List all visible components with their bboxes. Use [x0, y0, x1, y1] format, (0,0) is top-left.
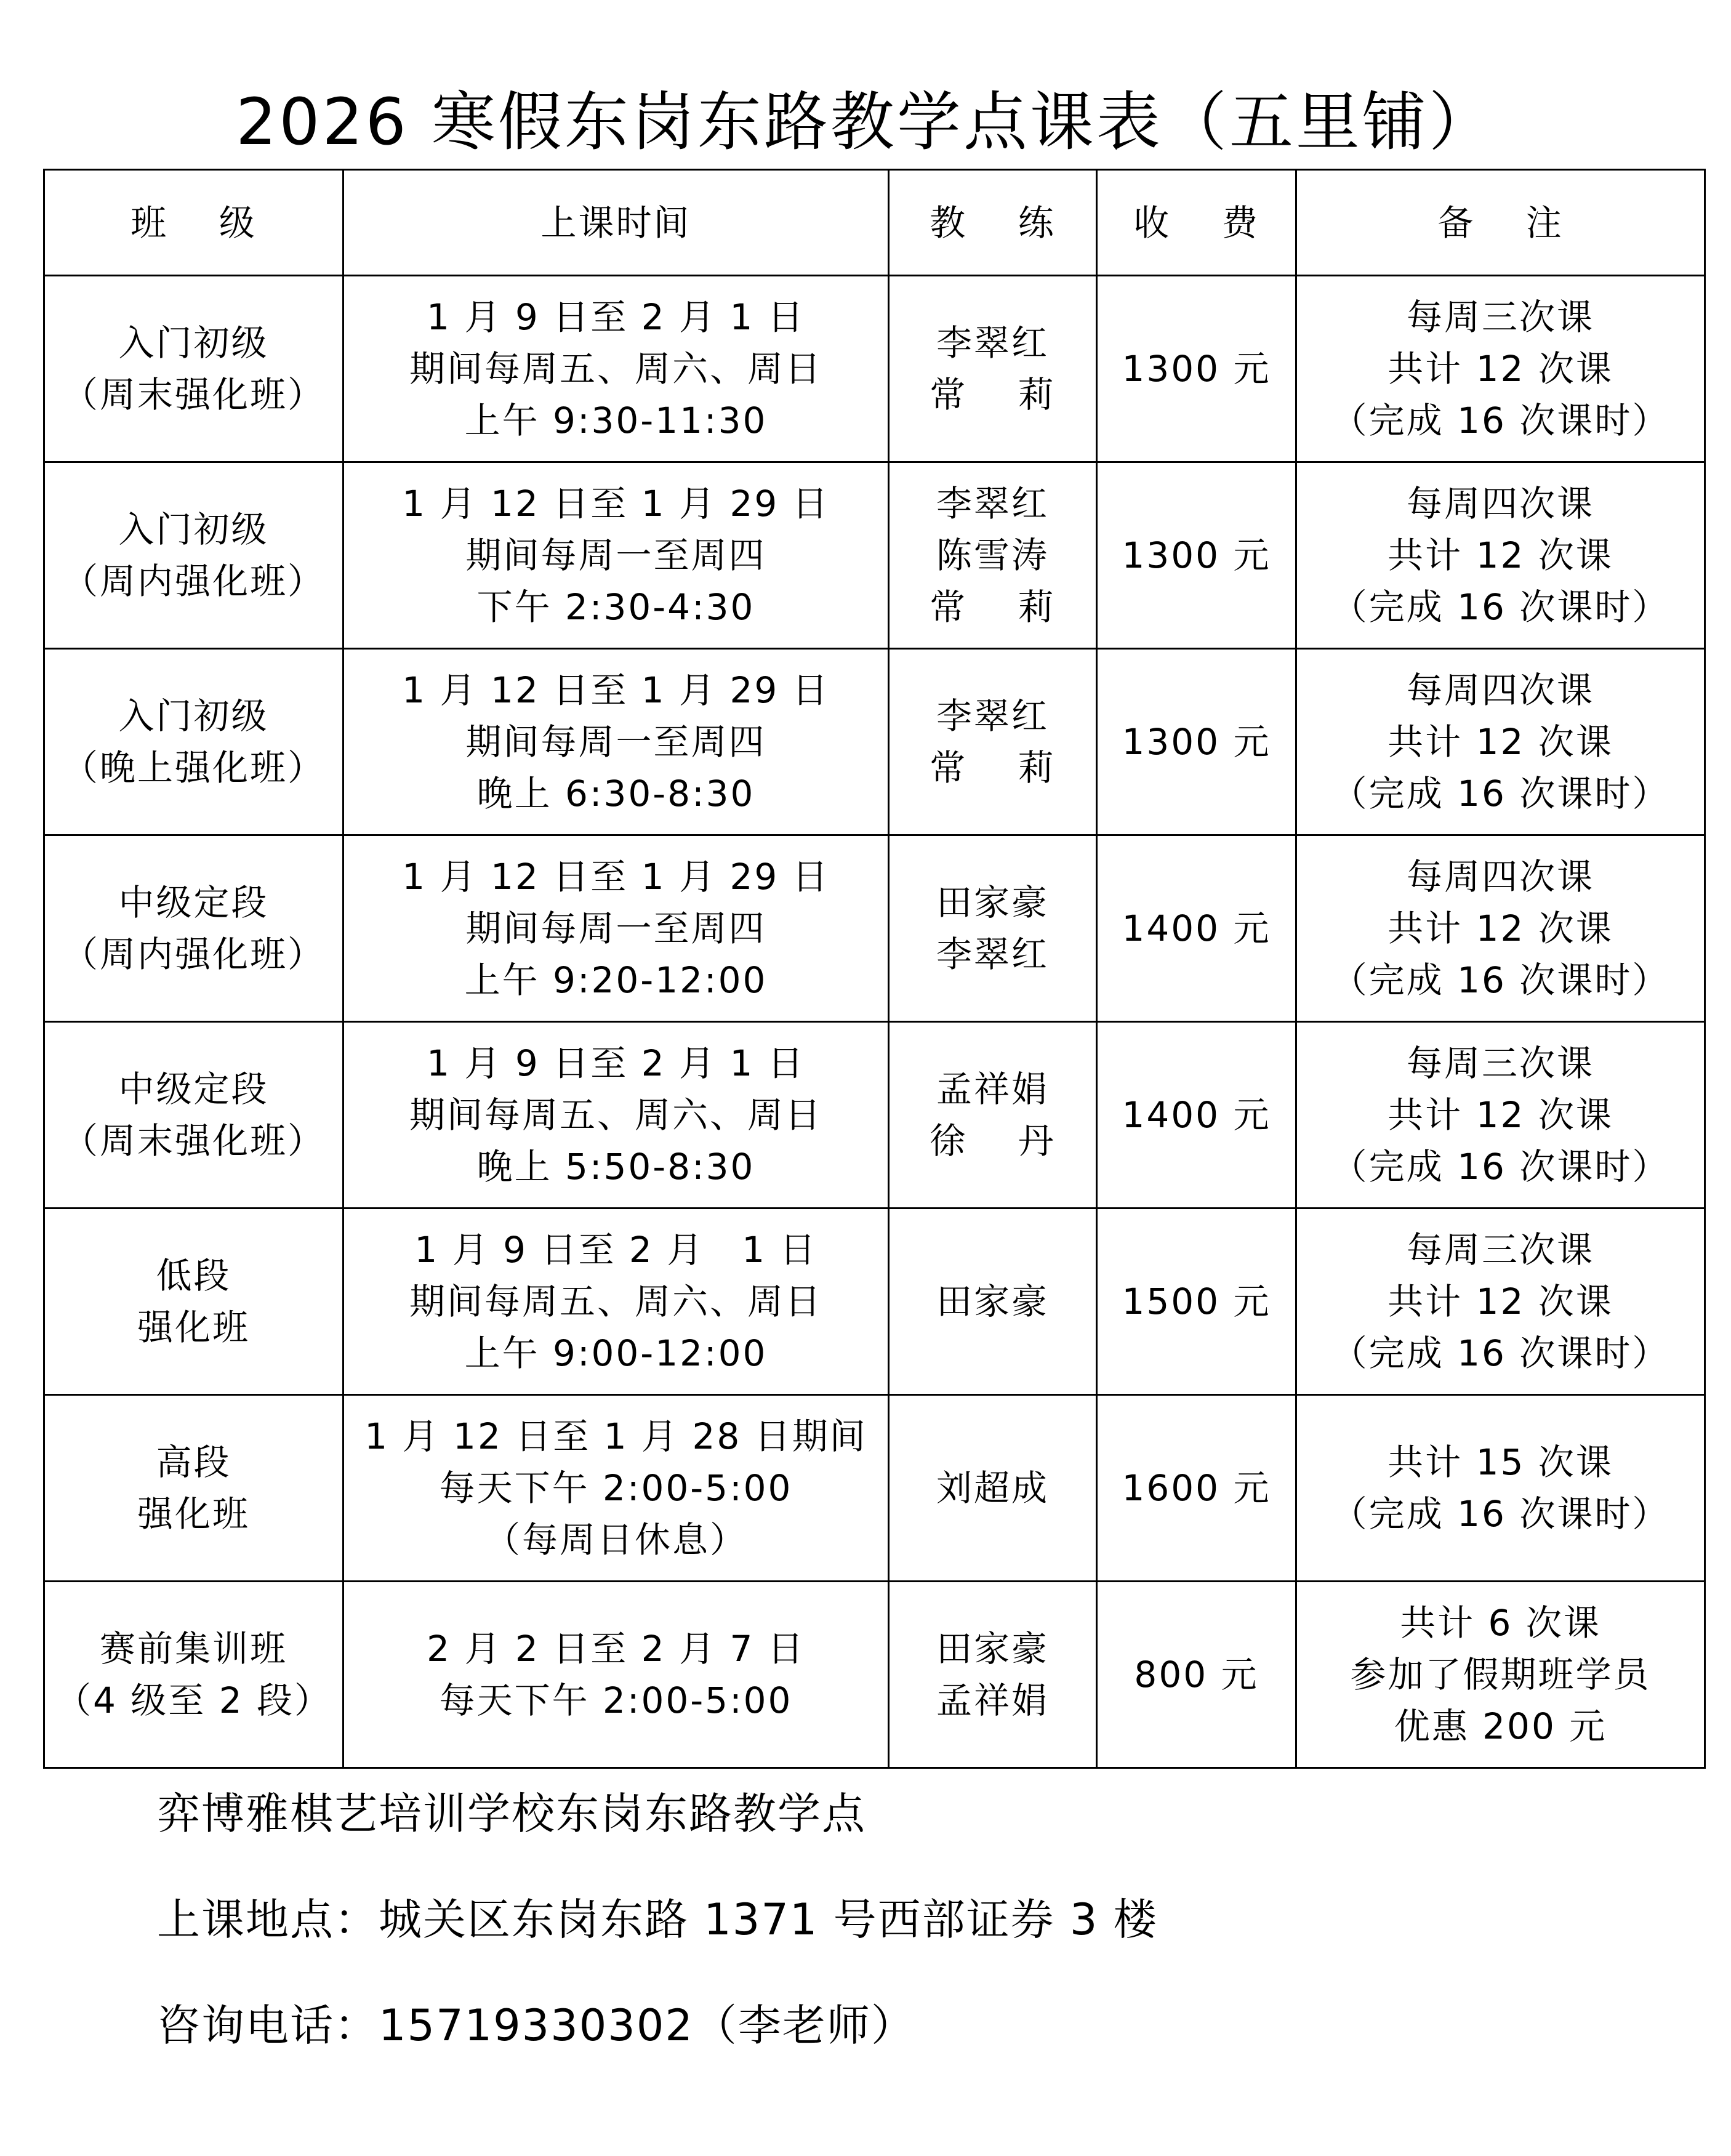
note-cell — [1296, 276, 1705, 462]
class-cell-line: 中级定段 — [118, 882, 269, 923]
note-cell-line: 共计 12 次课 — [1388, 1281, 1613, 1322]
coach-cell-line: 李翠红 — [936, 322, 1049, 364]
note-cell-line: 共计 12 次课 — [1388, 907, 1613, 949]
header-time: 上课时间 — [343, 170, 889, 276]
note-cell — [1296, 1582, 1705, 1768]
table-row — [44, 1209, 1705, 1395]
time-cell-line: 1 月 12 日至 1 月 29 日 — [402, 669, 830, 711]
header-fee: 收 费 — [1097, 170, 1296, 276]
note-cell-line: 参加了假期班学员 — [1350, 1654, 1651, 1695]
class-cell — [44, 462, 343, 649]
table-row — [44, 462, 1705, 649]
note-cell-line: 每周三次课 — [1406, 1042, 1594, 1084]
coach-cell-line: 刘超成 — [936, 1467, 1049, 1509]
time-cell-line: 1 月 12 日至 1 月 29 日 — [402, 483, 830, 525]
note-cell-line: 优惠 200 元 — [1394, 1705, 1607, 1747]
time-cell-line: 1 月 9 日至 2 月 1 日 — [427, 1042, 805, 1084]
coach-cell-line: 常 莉 — [930, 747, 1056, 789]
coach-cell-line: 孟祥娟 — [936, 1679, 1049, 1721]
time-cell — [343, 462, 889, 649]
note-cell — [1296, 462, 1705, 649]
class-cell — [44, 1209, 343, 1395]
note-cell-line: 共计 12 次课 — [1388, 1094, 1613, 1136]
coach-cell-line: 常 莉 — [930, 586, 1056, 628]
class-cell-line: 入门初级 — [118, 509, 269, 550]
time-cell — [343, 649, 889, 835]
coach-cell — [889, 462, 1097, 649]
note-cell-line: 共计 12 次课 — [1388, 721, 1613, 763]
header-class: 班 级 — [44, 170, 343, 276]
class-cell-line: 强化班 — [137, 1306, 250, 1348]
time-cell — [343, 1209, 889, 1395]
note-cell-line: （完成 16 次课时） — [1331, 586, 1670, 628]
coach-cell — [889, 649, 1097, 835]
time-cell-line: 期间每周五、周六、周日 — [409, 1281, 822, 1322]
class-cell-line: 低段 — [156, 1255, 231, 1297]
coach-cell-line: 李翠红 — [936, 483, 1049, 525]
note-cell-line: 每周四次课 — [1406, 483, 1594, 525]
coach-cell — [889, 1209, 1097, 1395]
time-cell-line: 1 月 12 日至 1 月 29 日 — [402, 856, 830, 898]
note-cell-line: （完成 16 次课时） — [1331, 1332, 1670, 1374]
coach-cell-line: 田家豪 — [936, 1628, 1049, 1670]
note-cell-line: 每周三次课 — [1406, 296, 1594, 338]
note-cell — [1296, 1209, 1705, 1395]
table-row — [44, 835, 1705, 1022]
note-cell — [1296, 835, 1705, 1022]
header-note: 备 注 — [1296, 170, 1705, 276]
coach-cell — [889, 1395, 1097, 1582]
fee-cell: 1300 元 — [1097, 462, 1296, 649]
time-cell-line: 1 月 12 日至 1 月 28 日期间 — [364, 1415, 867, 1457]
time-cell-line: 期间每周一至周四 — [465, 534, 766, 576]
table-row — [44, 649, 1705, 835]
fee-cell: 800 元 — [1097, 1582, 1296, 1768]
time-cell-line: 上午 9:20-12:00 — [464, 959, 768, 1001]
class-cell — [44, 1022, 343, 1209]
time-cell-line: 期间每周一至周四 — [465, 721, 766, 763]
table-row — [44, 276, 1705, 462]
time-cell-line: 上午 9:30-11:30 — [464, 400, 768, 441]
time-cell — [343, 835, 889, 1022]
coach-cell-line: 陈雪涛 — [936, 534, 1049, 576]
note-cell-line: 每周四次课 — [1406, 669, 1594, 711]
class-cell-line: （周末强化班） — [62, 1120, 325, 1162]
fee-cell: 1400 元 — [1097, 835, 1296, 1022]
time-cell-line: 上午 9:00-12:00 — [464, 1332, 768, 1374]
class-address: 上课地点：城关区东岗东路 1371 号西部证券 3 楼 — [157, 1894, 1158, 1945]
time-cell-line: 晚上 5:50-8:30 — [476, 1146, 755, 1188]
coach-cell — [889, 1022, 1097, 1209]
class-cell-line: （周内强化班） — [62, 560, 325, 602]
class-cell — [44, 649, 343, 835]
header-coach: 教 练 — [889, 170, 1097, 276]
note-cell — [1296, 1022, 1705, 1209]
fee-cell: 1500 元 — [1097, 1209, 1296, 1395]
coach-cell-line: 孟祥娟 — [936, 1068, 1049, 1110]
contact-phone: 咨询电话：15719330302（李老师） — [157, 2000, 915, 2051]
class-cell-line: 中级定段 — [118, 1068, 269, 1110]
coach-cell — [889, 276, 1097, 462]
coach-cell — [889, 835, 1097, 1022]
note-cell-line: （完成 16 次课时） — [1331, 773, 1670, 815]
fee-cell: 1300 元 — [1097, 276, 1296, 462]
fee-cell: 1400 元 — [1097, 1022, 1296, 1209]
note-cell-line: （完成 16 次课时） — [1331, 959, 1670, 1001]
note-cell — [1296, 1395, 1705, 1582]
time-cell-line: 晚上 6:30-8:30 — [476, 773, 755, 815]
time-cell-line: 下午 2:30-4:30 — [476, 586, 755, 628]
coach-cell-line: 李翠红 — [936, 933, 1049, 975]
class-cell-line: （周内强化班） — [62, 933, 325, 975]
coach-cell-line: 徐 丹 — [930, 1120, 1056, 1162]
class-cell-line: 强化班 — [137, 1493, 250, 1535]
class-cell-line: 高段 — [156, 1441, 231, 1483]
note-cell-line: 每周三次课 — [1406, 1229, 1594, 1271]
note-cell-line: 共计 12 次课 — [1388, 534, 1613, 576]
coach-cell-line: 田家豪 — [936, 1281, 1049, 1322]
table-row — [44, 1582, 1705, 1768]
note-cell-line: 共计 15 次课 — [1388, 1441, 1613, 1483]
coach-cell-line: 常 莉 — [930, 374, 1056, 416]
time-cell — [343, 1582, 889, 1768]
school-name: 弈博雅棋艺培训学校东岗东路教学点 — [157, 1788, 866, 1839]
time-cell-line: 每天下午 2:00-5:00 — [439, 1679, 793, 1721]
table-row — [44, 1395, 1705, 1582]
time-cell-line: 期间每周一至周四 — [465, 907, 766, 949]
time-cell-line: 期间每周五、周六、周日 — [409, 348, 822, 390]
fee-cell: 1600 元 — [1097, 1395, 1296, 1582]
time-cell-line: 1 月 9 日至 2 月 1 日 — [427, 296, 805, 338]
class-cell-line: （晚上强化班） — [62, 747, 325, 789]
time-cell-line: 2 月 2 日至 2 月 7 日 — [427, 1628, 805, 1670]
note-cell-line: 共计 6 次课 — [1400, 1602, 1601, 1644]
class-cell-line: （周末强化班） — [62, 374, 325, 416]
time-cell — [343, 276, 889, 462]
note-cell — [1296, 649, 1705, 835]
table-row — [44, 1022, 1705, 1209]
schedule-body — [44, 276, 1705, 1768]
note-cell-line: （完成 16 次课时） — [1331, 400, 1670, 441]
class-cell — [44, 1395, 343, 1582]
time-cell — [343, 1022, 889, 1209]
fee-cell: 1300 元 — [1097, 649, 1296, 835]
time-cell-line: 期间每周五、周六、周日 — [409, 1094, 822, 1136]
class-cell-line: （4 级至 2 段） — [55, 1679, 332, 1721]
class-cell — [44, 835, 343, 1022]
class-cell — [44, 1582, 343, 1768]
note-cell-line: 每周四次课 — [1406, 856, 1594, 898]
class-cell-line: 赛前集训班 — [99, 1628, 287, 1670]
time-cell-line: 每天下午 2:00-5:00 — [439, 1467, 793, 1509]
class-cell-line: 入门初级 — [118, 695, 269, 737]
class-cell — [44, 276, 343, 462]
note-cell-line: （完成 16 次课时） — [1331, 1493, 1670, 1535]
note-cell-line: （完成 16 次课时） — [1331, 1146, 1670, 1188]
time-cell-line: （每周日休息） — [484, 1519, 747, 1561]
note-cell-line: 共计 12 次课 — [1388, 348, 1613, 390]
schedule-table — [43, 169, 1706, 1769]
time-cell-line: 1 月 9 日至 2 月 1 日 — [414, 1229, 817, 1271]
table-header-row — [44, 170, 1705, 276]
coach-cell-line: 李翠红 — [936, 695, 1049, 737]
time-cell — [343, 1395, 889, 1582]
page-title: 2026 寒假东岗东路教学点课表（五里铺） — [236, 84, 1495, 159]
coach-cell-line: 田家豪 — [936, 882, 1049, 923]
coach-cell — [889, 1582, 1097, 1768]
class-cell-line: 入门初级 — [118, 322, 269, 364]
